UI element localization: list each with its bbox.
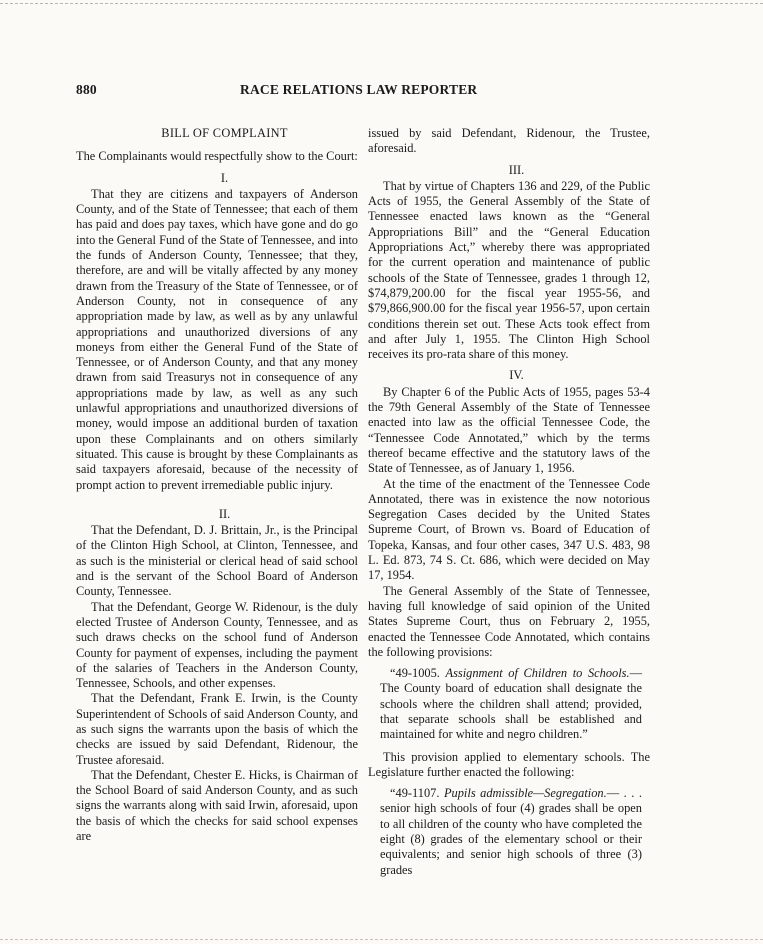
section-4-paragraph-2: At the time of the enactment of the Tennessee Code Annotated, there was in existence the now notorious Segregation Cases decided by the United States Supreme Court, of Brown vs. Board of Education of Topeka, Kansas, and four other cases, 347 U.S. 483, 98 L. Ed. 873, 74 S. Ct. 686, which were decided on May 17, 1954.: [368, 476, 650, 583]
section-4-paragraph-4: This provision applied to elementary schools. The Legislature further enacted the following:: [368, 749, 650, 779]
quote-1-title: Assignment of Children to Schools.: [445, 666, 630, 681]
continuation-paragraph: issued by said Defendant, Ridenour, the Trustee, aforesaid.: [368, 126, 650, 156]
right-column: [368, 126, 650, 885]
statute-quote-49-1107: [380, 786, 642, 878]
statute-quote-49-1005: [380, 666, 642, 742]
section-1-paragraph: That they are citizens and taxpayers of Anderson County, and of the State of Tennessee; that each of them has paid and does pay taxes, which have gone and do go into the General Fund of the State of Tennessee, and into the funds of Anderson County, Tennessee; that they, therefore, are and will be vitally affected by any money drawn from the Treasury of the State of Tennessee, or of Anderson County, not in consequence of any appropriation made by law, as well as by any unlawful appropriations and unauthorized diversions of any moneys from either the General Fund of the State of Tennessee, or of Anderson County, and that any money drawn from said Treasurys not in consequence of any appropriations made by law, as well as any such unlawful appropriations and unauthorized diversions of money, would impose an additional burden of taxation upon these Complainants and on others similarly situated. This cause is brought by these Complainants as said taxpayers aforesaid, because of the necessity of prompt action to prevent irremediable public injury.: [76, 186, 358, 492]
section-2-paragraph-2: That the Defendant, George W. Ridenour, is the duly elected Trustee of Anderson County, Tennessee, and as such draws checks on the school fund of Anderson County for payment of expenses, including the payment of the salaries of Teachers in the Anderson County, Tennessee, Schools, and other expenses.: [76, 599, 358, 691]
section-4-paragraph-1: By Chapter 6 of the Public Acts of 1955, pages 53-4 the 79th General Assembly of the State of Tennessee enacted into law as the official Tennessee Code, the “Tennessee Code Annotated,” which by the terms thereof became effective and the statutory laws of the State of Tennessee, as of January 1, 1956.: [368, 384, 650, 476]
top-edge-rule: [0, 3, 763, 4]
section-1-numeral: I.: [220, 170, 229, 185]
quote-2-text: — . . . senior high schools of four (4) grades shall be open to all children of the county who have completed the eight (8) grades of the elementary school or their equivalents; and senior high schools of three (3) grades: [380, 786, 642, 877]
section-3-numeral: III.: [508, 162, 525, 177]
bottom-edge-rule: [0, 939, 763, 940]
quote-2-title: Pupils admissible—Segregation.: [443, 786, 607, 801]
section-2-paragraph-1: That the Defendant, D. J. Brittain, Jr., is the Principal of the Clinton High School, at Clinton, Tennessee, and as such is the ministerial or clerical head of said school and is the servant of the School Board of Anderson County, Tennessee.: [76, 523, 358, 599]
complaint-intro: The Complainants would respectfully show to the Court:: [76, 149, 358, 164]
quote-2-number: “49-1107.: [390, 786, 440, 801]
left-column: [76, 126, 358, 844]
section-2-paragraph-4: That the Defendant, Chester E. Hicks, is Chairman of the School Board of said Anderson County, and as such signs the warrants along with said Irwin, aforesaid, upon the basis of which the checks for said school expenses are: [76, 767, 358, 844]
section-4-numeral: IV.: [509, 368, 524, 383]
running-title: RACE RELATIONS LAW REPORTER: [240, 82, 478, 97]
section-2-numeral: II.: [218, 506, 231, 521]
quote-1-number: “49-1005.: [390, 666, 440, 681]
section-2-paragraph-3: That the Defendant, Frank E. Irwin, is the County Superintendent of Schools of said Anderson County, and as such signs the warrants upon the basis of which the checks are issued by said Defendant, Ridenour, the Trustee aforesaid.: [76, 691, 358, 767]
quote-1-text: —The County board of education shall designate the schools where the children shall attend; provided, that separate schools shall be established and maintained for white and negro children.”: [380, 666, 642, 742]
complaint-heading: BILL OF COMPLAINT: [161, 126, 288, 140]
page-number: 880: [76, 82, 97, 97]
section-4-paragraph-3: The General Assembly of the State of Tennessee, having full knowledge of said opinion of the United States Supreme Court, thus on February 2, 1955, enacted the Tennessee Code Annotated, which contains the following provisions:: [368, 583, 650, 659]
section-3-paragraph: That by virtue of Chapters 136 and 229, of the Public Acts of 1955, the General Assembly of the State of Tennessee enacted laws known as the “General Appropriations Bill” and the “General Education Appropriations Act,” whereby there was appropriated for the current operation and maintenance of public schools of the State of Tennessee, grades 1 through 12, $74,879,200.00 for the fiscal year 1955-56, and $79,866,900.00 for the fiscal year 1956-57, upon certain conditions therein set out. These Acts took effect from and after July 1, 1955. The Clinton High School receives its pro-rata share of this money.: [368, 178, 650, 362]
